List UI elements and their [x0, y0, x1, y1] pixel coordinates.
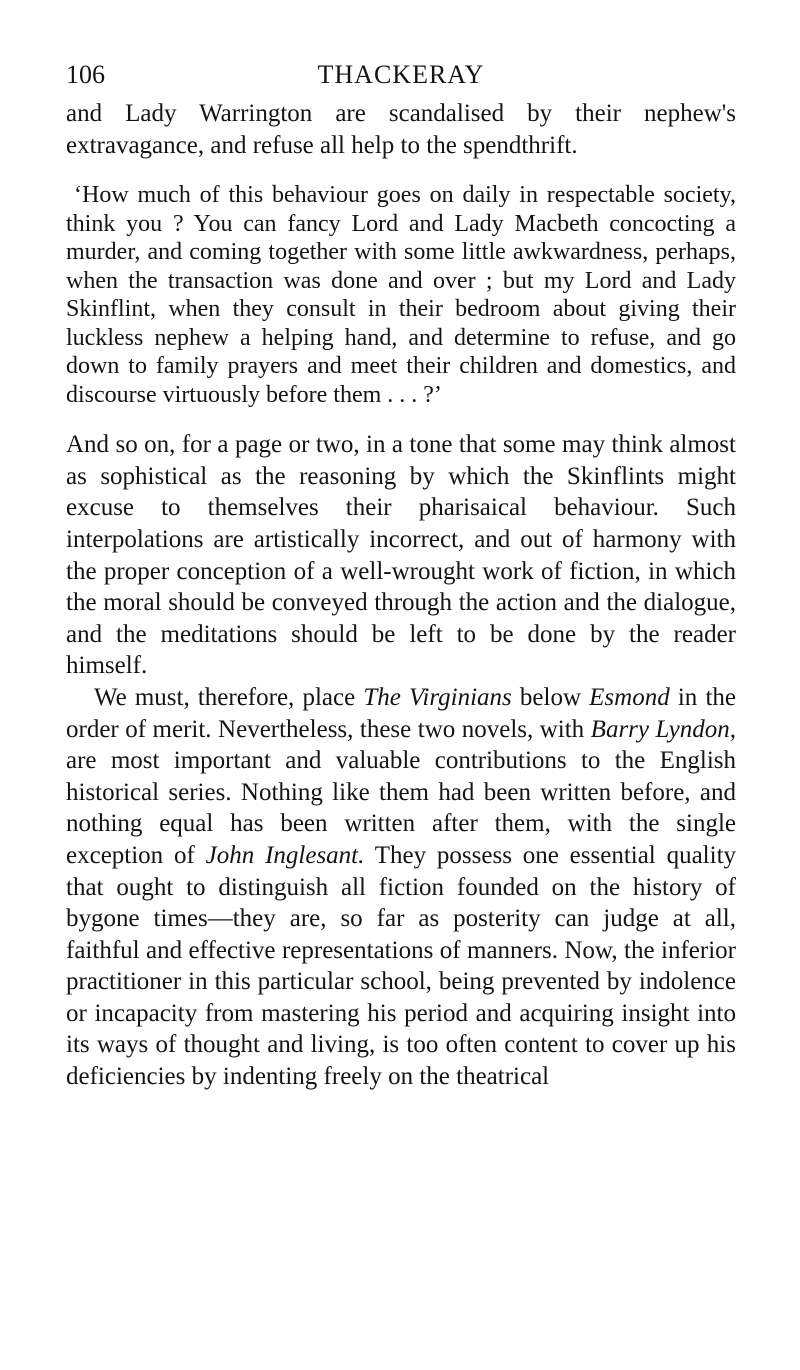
commentary-paragraph: And so on, for a page or two, in a tone that some may think almost as sophistical as the reasoning by which the Skinflints might excuse to themselves their pharisaical behaviour. Such interpolations are artistically incorrect, and out of harmony with the proper conception of a well-wrought work of fiction, in which the moral should be conveyed through the action and the dialogue, and the meditations should be left to be done by the reader himself.	[66, 431, 736, 680]
page-header	[66, 58, 736, 98]
continuation-paragraph: and Lady Warrington are scandalised by their nephew's extravagance, and refuse all help to the spendthrift.	[66, 100, 736, 159]
running-head: THACKERAY	[317, 60, 485, 89]
title-esmond: Esmond	[589, 683, 670, 711]
title-john-inglesant: John Inglesant.	[205, 841, 365, 869]
text-run: We must, therefore, place	[94, 683, 364, 711]
quoted-passage: ‘How much of this behaviour goes on daily in respectable society, think you ? You can fancy Lord and Lady Macbeth concocting a murder, and coming together with some little awkwardness, perhaps, when the transaction was done and over ; but my Lord and Lady Skinflint, when they consult in their bedroom about giving their luckless nephew a helping hand, and determine to refuse, and go down to family prayers and meet their children and domestics, and discourse virtuously before them . . . ?’	[66, 182, 736, 408]
text-run: below	[511, 683, 590, 711]
body-text	[66, 98, 736, 1093]
text-run: in the order of merit. Nevertheless, these two novels, with	[66, 683, 736, 743]
title-barry-lyndon: Barry Lyndon,	[590, 715, 736, 743]
page-number: 106	[66, 60, 105, 89]
merit-paragraph	[66, 682, 736, 1093]
title-the-virginians: The Virginians	[363, 683, 512, 711]
text-run: are most important and valuable contributions to the English historical series. Nothing like them had been written before, and nothing equal has been written after them, with the single exception of	[66, 747, 736, 869]
book-page	[66, 58, 736, 1093]
text-run: They possess one essential quality that ought to distinguish all fiction founded on the history of bygone times—they are, so far as posterity can judge at all, faithful and effective representations of manners. Now, the inferior practitioner in this particular school, being prevented by indolence or incapacity from mastering his period and acquiring insight into its ways of thought and living, is too often content to cover up his deficiencies by indenting freely on the theatrical	[66, 841, 737, 1091]
